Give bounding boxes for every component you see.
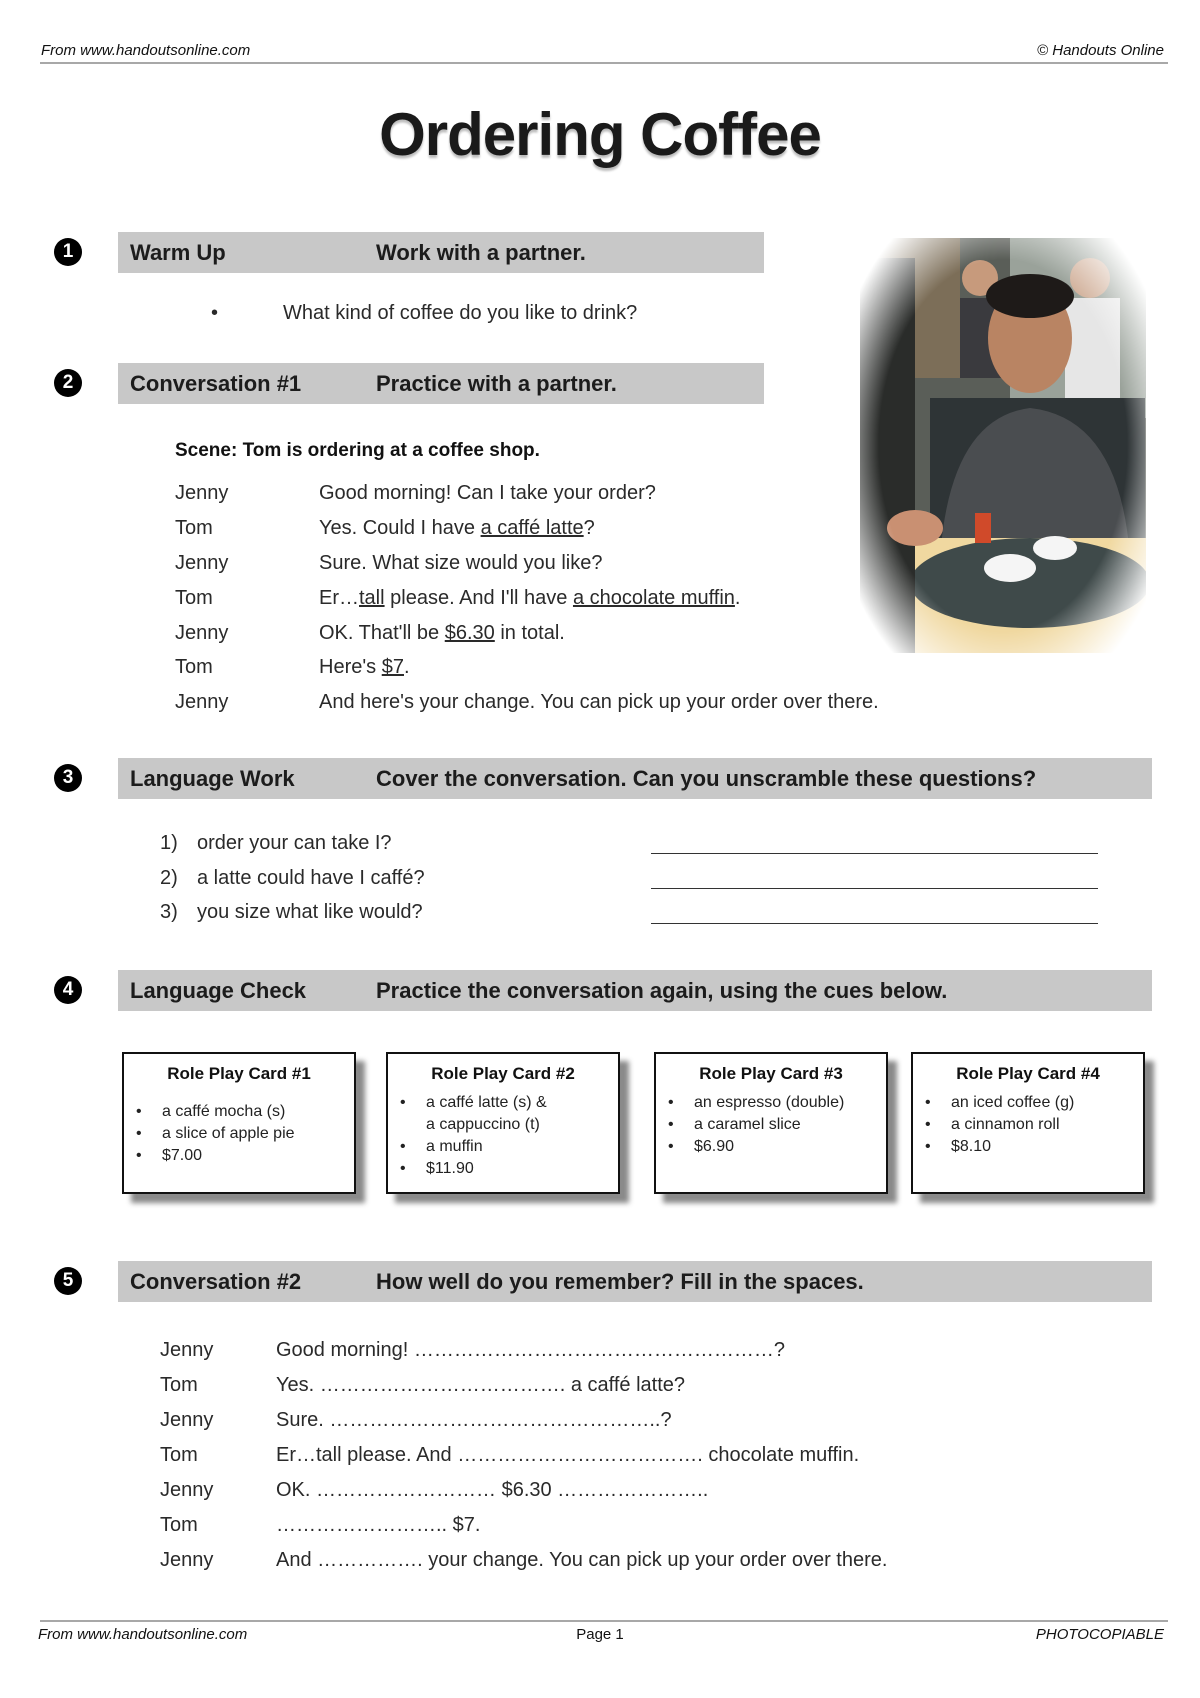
speaker: Jenny: [160, 1479, 214, 1501]
card-title: Role Play Card #3: [699, 1064, 843, 1083]
answer-line[interactable]: [651, 923, 1098, 924]
section-4-number: 4: [54, 976, 82, 1004]
section-4-bar: [118, 970, 1152, 1011]
header-source: From www.handoutsonline.com: [41, 42, 251, 59]
speaker: Jenny: [175, 552, 229, 574]
section-1-label: Warm Up: [130, 240, 226, 265]
speaker: Tom: [175, 656, 213, 678]
answer-line[interactable]: [651, 853, 1098, 854]
question-number: 2): [160, 867, 178, 889]
card-title: Role Play Card #2: [431, 1064, 575, 1083]
section-1-number: 1: [54, 238, 82, 266]
card-item: • a caffé latte (s) & a cappuccino (t): [400, 1092, 547, 1136]
speaker: Tom: [160, 1374, 198, 1396]
speaker: Jenny: [160, 1549, 214, 1571]
scrambled-question: you size what like would?: [197, 901, 423, 923]
card-item: • an iced coffee (g): [925, 1092, 1074, 1114]
footer-photocopiable: PHOTOCOPIABLE: [1035, 1626, 1164, 1643]
gap-fill-line[interactable]: OK. ……………………… $6.30 …………………..: [276, 1479, 709, 1501]
dialogue-line: OK. That'll be $6.30 in total.: [319, 622, 565, 644]
speaker: Jenny: [175, 482, 229, 504]
header-divider: [40, 62, 1168, 64]
warmup-bullet: •: [211, 302, 219, 324]
gap-fill-line[interactable]: And ……………. your change. You can pick up your order over there.: [276, 1549, 888, 1571]
cafe-photo-illustration: [860, 238, 1146, 653]
speaker: Tom: [175, 587, 213, 609]
scene-description: Scene: Tom is ordering at a coffee shop.: [175, 440, 540, 461]
card-title: Role Play Card #1: [167, 1064, 311, 1083]
card-item: • $6.90: [668, 1136, 844, 1158]
scrambled-question: a latte could have I caffé?: [197, 867, 425, 889]
section-5-number: 5: [54, 1267, 82, 1295]
answer-underlined: $7: [381, 656, 404, 678]
footer-divider: [40, 1620, 1168, 1622]
card-title: Role Play Card #4: [956, 1064, 1100, 1083]
speaker: Tom: [160, 1514, 198, 1536]
section-4-instruction: Practice the conversation again, using the cues below.: [376, 978, 948, 1003]
dialogue-line: Good morning! Can I take your order?: [319, 482, 656, 504]
speaker: Jenny: [160, 1339, 214, 1361]
section-1-bar: [118, 232, 764, 273]
role-play-card-1: [122, 1052, 356, 1194]
dialogue-line: Er…tall please. And I'll have a chocolate muffin.: [319, 587, 741, 609]
dialogue-line: Yes. Could I have a caffé latte?: [319, 517, 595, 539]
gap-fill-line[interactable]: Er…tall please. And ………………………………. chocolate muffin.: [276, 1444, 860, 1466]
role-play-card-4: [911, 1052, 1145, 1194]
footer-source: From www.handoutsonline.com: [38, 1626, 248, 1643]
speaker: Jenny: [175, 622, 229, 644]
scrambled-question: order your can take I?: [197, 832, 392, 854]
card-item: • $11.90: [400, 1158, 547, 1180]
section-5-instruction: How well do you remember? Fill in the spaces.: [376, 1269, 864, 1294]
gap-fill-line[interactable]: Sure. …………………………………………..?: [276, 1409, 672, 1431]
cafe-photo: [860, 238, 1146, 653]
header-copyright: © Handouts Online: [1037, 42, 1164, 59]
gap-fill-line[interactable]: …………………….. $7.: [276, 1514, 481, 1536]
page-number: Page 1: [576, 1626, 624, 1643]
card-item: • a cinnamon roll: [925, 1114, 1074, 1136]
card-item: • $8.10: [925, 1136, 1074, 1158]
speaker: Jenny: [160, 1409, 214, 1431]
answer-underlined: $6.30: [444, 622, 495, 644]
role-play-card-3: [654, 1052, 888, 1194]
role-play-card-2: [386, 1052, 620, 1194]
question-number: 1): [160, 832, 178, 854]
dialogue-line: Sure. What size would you like?: [319, 552, 603, 574]
answer-underlined: tall: [359, 587, 385, 609]
answer-underlined: a chocolate muffin: [572, 587, 735, 609]
warmup-question: What kind of coffee do you like to drink?: [283, 302, 638, 324]
section-3-number: 3: [54, 764, 82, 792]
section-3-bar: [118, 758, 1152, 799]
card-item: • a slice of apple pie: [136, 1123, 295, 1145]
speaker: Tom: [160, 1444, 198, 1466]
gap-fill-line[interactable]: Yes. ………………………………. a caffé latte?: [276, 1374, 686, 1396]
speaker: Tom: [175, 517, 213, 539]
page-title: Ordering Coffee: [379, 101, 821, 168]
section-5-label: Conversation #2: [130, 1269, 302, 1294]
card-item: • a caffé mocha (s): [136, 1101, 295, 1123]
section-2-number: 2: [54, 369, 82, 397]
card-item: • a muffin: [400, 1136, 547, 1158]
card-item: • an espresso (double): [668, 1092, 844, 1114]
section-2-instruction: Practice with a partner.: [376, 371, 617, 396]
gap-fill-line[interactable]: Good morning! ………………………………………………?: [276, 1339, 785, 1361]
speaker: Jenny: [175, 691, 229, 713]
section-1-instruction: Work with a partner.: [376, 240, 586, 265]
section-2-label: Conversation #1: [130, 371, 302, 396]
dialogue-line: And here's your change. You can pick up your order over there.: [319, 691, 879, 713]
section-2-bar: [118, 363, 764, 404]
answer-line[interactable]: [651, 888, 1098, 889]
answer-underlined: a caffé latte: [480, 517, 584, 539]
card-item: • $7.00: [136, 1145, 295, 1167]
card-item: • a caramel slice: [668, 1114, 844, 1136]
section-3-instruction: Cover the conversation. Can you unscramble these questions?: [376, 766, 1037, 791]
question-number: 3): [160, 901, 178, 923]
section-5-bar: [118, 1261, 1152, 1302]
dialogue-line: Here's $7.: [319, 656, 410, 678]
section-3-label: Language Work: [130, 766, 295, 791]
section-4-label: Language Check: [130, 978, 307, 1003]
